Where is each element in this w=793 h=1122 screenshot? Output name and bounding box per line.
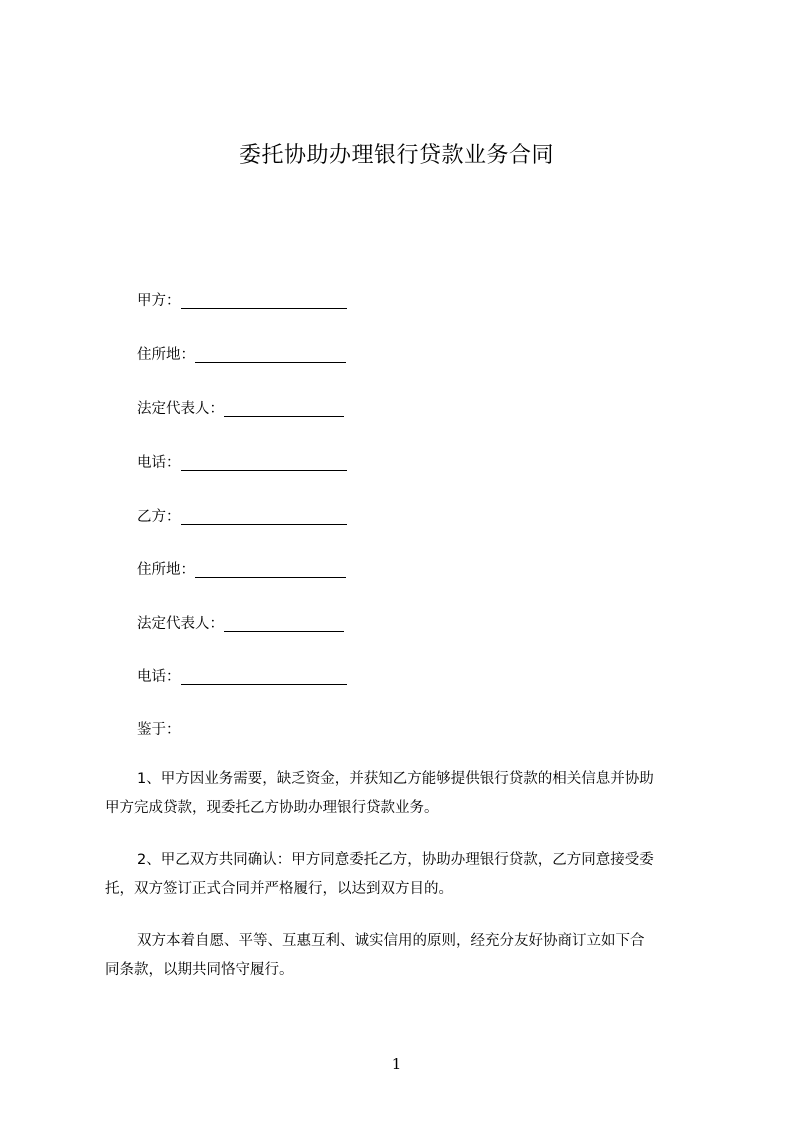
document-title: 委托协助办理银行贷款业务合同 (238, 143, 554, 168)
closing-paragraph (105, 927, 657, 985)
party-a-representative-blank (224, 400, 344, 417)
party-a-name-blank (181, 292, 347, 309)
party-b-address-blank (195, 561, 346, 578)
party-a-address-field (137, 343, 346, 365)
party-b-name-label: 乙方： (137, 509, 181, 525)
party-b-phone-field (137, 665, 347, 687)
closing-paragraph-line-2: 同条款，以期共同恪守履行。 (105, 962, 294, 978)
party-a-phone-field (137, 451, 347, 473)
party-b-phone-label: 电话： (137, 669, 181, 685)
party-a-phone-blank (181, 454, 347, 471)
party-b-name-field (137, 505, 347, 527)
party-b-name-blank (181, 508, 347, 525)
party-a-phone-label: 电话： (137, 455, 181, 471)
whereas-clause-2 (105, 846, 657, 904)
whereas-heading: 鉴于： (137, 722, 181, 738)
closing-paragraph-line-1: 双方本着自愿、平等、互惠互利、诚实信用的原则，经充分友好协商订立如下合 (137, 933, 645, 949)
whereas-clause-2-line-1: 2、甲乙双方共同确认：甲方同意委托乙方，协助办理银行贷款，乙方同意接受委 (137, 852, 654, 868)
whereas-heading-row (137, 718, 181, 740)
page-number: 1 (391, 1055, 402, 1073)
party-b-representative-blank (224, 615, 344, 632)
whereas-clause-2-line-2: 托，双方签订正式合同并严格履行，以达到双方目的。 (105, 881, 453, 897)
party-b-address-label: 住所地： (137, 562, 195, 578)
party-b-phone-blank (181, 668, 347, 685)
party-a-address-blank (195, 346, 346, 363)
party-a-representative-field (137, 397, 344, 419)
party-b-representative-field (137, 612, 344, 634)
party-a-representative-label: 法定代表人： (137, 401, 224, 417)
party-a-name-field (137, 289, 347, 311)
party-b-address-field (137, 558, 346, 580)
whereas-clause-1-line-2: 甲方完成贷款，现委托乙方协助办理银行贷款业务。 (105, 800, 439, 816)
party-b-representative-label: 法定代表人： (137, 616, 224, 632)
party-a-name-label: 甲方： (137, 293, 181, 309)
whereas-clause-1-line-1: 1、甲方因业务需要，缺乏资金，并获知乙方能够提供银行贷款的相关信息并协助 (137, 771, 654, 787)
party-a-address-label: 住所地： (137, 347, 195, 363)
whereas-clause-1 (105, 765, 657, 823)
